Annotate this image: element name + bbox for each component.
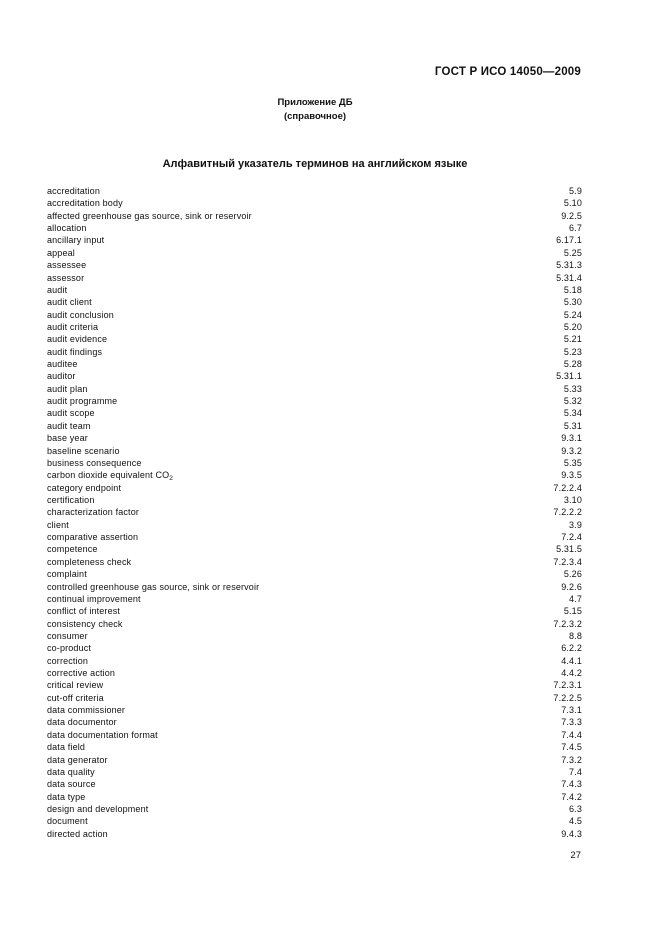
term-name: characterization factor xyxy=(47,507,139,518)
term-clause-ref: 5.35 xyxy=(563,457,582,468)
term-name: data generator xyxy=(47,754,108,765)
term-name: audit client xyxy=(47,297,92,308)
term-row xyxy=(47,457,582,469)
term-clause-ref: 8.8 xyxy=(569,630,582,641)
term-row xyxy=(47,445,582,457)
term-clause-ref: 6.17.1 xyxy=(556,235,582,246)
term-clause-ref: 5.31.5 xyxy=(556,544,582,555)
term-clause-ref: 5.34 xyxy=(563,408,582,419)
term-row xyxy=(47,272,582,284)
term-clause-ref: 3.9 xyxy=(569,519,582,530)
term-row xyxy=(47,655,582,667)
standard-designation: ГОСТ Р ИСО 14050—2009 xyxy=(434,66,581,78)
term-row xyxy=(47,642,582,654)
term-clause-ref: 9.3.2 xyxy=(561,445,582,456)
term-name: corrective action xyxy=(47,668,116,679)
term-name: audit plan xyxy=(47,383,88,394)
term-name: business consequence xyxy=(47,457,142,468)
term-row xyxy=(47,828,582,840)
term-row xyxy=(47,407,582,419)
term-row xyxy=(47,333,582,345)
term-clause-ref: 4.4.2 xyxy=(561,668,582,679)
term-clause-ref: 5.15 xyxy=(563,606,582,617)
term-name: affected greenhouse gas source, sink or reservoir xyxy=(47,210,252,221)
term-name: audit scope xyxy=(47,408,95,419)
term-row xyxy=(47,395,582,407)
term-name: category endpoint xyxy=(47,482,122,493)
term-name: auditee xyxy=(47,359,78,370)
term-name: consistency check xyxy=(47,618,123,629)
term-clause-ref: 5.31.3 xyxy=(556,260,582,271)
term-clause-ref: 5.31.4 xyxy=(556,272,582,283)
term-name: continual improvement xyxy=(47,593,141,604)
term-clause-ref: 9.2.5 xyxy=(561,210,582,221)
term-clause-ref: 4.7 xyxy=(569,593,582,604)
term-name: accreditation body xyxy=(47,198,123,209)
term-name: audit conclusion xyxy=(47,309,114,320)
term-name: consumer xyxy=(47,630,88,641)
term-subscript: 2 xyxy=(169,475,174,483)
term-row xyxy=(47,704,582,716)
term-row xyxy=(47,778,582,790)
term-name: correction xyxy=(47,655,89,666)
term-clause-ref: 7.2.2.4 xyxy=(553,482,582,493)
term-clause-ref: 6.3 xyxy=(569,803,582,814)
term-clause-ref: 7.3.3 xyxy=(561,717,582,728)
term-clause-ref: 6.7 xyxy=(569,223,582,234)
term-clause-ref: 5.18 xyxy=(563,284,582,295)
annex-type: (справочное) xyxy=(283,111,347,122)
term-row xyxy=(47,383,582,395)
annex-title: Приложение ДБ xyxy=(277,97,353,108)
term-row xyxy=(47,234,582,246)
term-name: audit criteria xyxy=(47,321,99,332)
term-name: complaint xyxy=(47,569,87,580)
term-name: assessee xyxy=(47,260,87,271)
term-clause-ref: 7.4.2 xyxy=(561,791,582,802)
term-clause-ref: 7.2.4 xyxy=(561,532,582,543)
term-name: certification xyxy=(47,494,95,505)
term-clause-ref: 7.2.3.4 xyxy=(553,556,582,567)
term-row xyxy=(47,247,582,259)
term-name: data type xyxy=(47,791,86,802)
term-name: audit team xyxy=(47,420,91,431)
term-name: comparative assertion xyxy=(47,532,139,543)
term-name: data source xyxy=(47,779,96,790)
term-row xyxy=(47,605,582,617)
term-name: critical review xyxy=(47,680,104,691)
term-name: directed action xyxy=(47,828,108,839)
term-name: base year xyxy=(47,433,88,444)
term-name: design and development xyxy=(47,803,149,814)
term-row xyxy=(47,791,582,803)
term-row xyxy=(47,259,582,271)
term-clause-ref: 7.4.3 xyxy=(561,779,582,790)
term-row xyxy=(47,346,582,358)
term-row xyxy=(47,370,582,382)
term-row xyxy=(47,284,582,296)
term-name: client xyxy=(47,519,69,530)
term-clause-ref: 7.2.2.5 xyxy=(553,692,582,703)
term-row xyxy=(47,803,582,815)
term-clause-ref: 9.4.3 xyxy=(561,828,582,839)
term-clause-ref: 5.24 xyxy=(563,309,582,320)
term-name: data field xyxy=(47,742,86,753)
term-clause-ref: 9.3.1 xyxy=(561,433,582,444)
term-name: accreditation xyxy=(47,186,100,196)
term-clause-ref: 9.2.6 xyxy=(561,581,582,592)
term-clause-ref: 5.31.1 xyxy=(556,371,582,382)
term-name: ancillary input xyxy=(47,235,105,246)
term-clause-ref: 5.32 xyxy=(563,396,582,407)
term-index-list xyxy=(47,185,582,840)
term-clause-ref: 4.5 xyxy=(569,816,582,827)
term-row xyxy=(47,531,582,543)
term-name: audit xyxy=(47,284,68,295)
term-name: co-product xyxy=(47,643,92,654)
term-clause-ref: 7.4 xyxy=(569,766,582,777)
term-name: appeal xyxy=(47,247,75,258)
page-number: 27 xyxy=(570,850,581,861)
term-row xyxy=(47,556,582,568)
term-name: data documentor xyxy=(47,717,117,728)
term-name: document xyxy=(47,816,88,827)
term-row xyxy=(47,210,582,222)
term-name: data documentation format xyxy=(47,729,158,740)
term-name: completeness check xyxy=(47,556,132,567)
term-name: conflict of interest xyxy=(47,606,121,617)
term-row xyxy=(47,494,582,506)
term-row xyxy=(47,741,582,753)
term-clause-ref: 4.4.1 xyxy=(561,655,582,666)
term-clause-ref: 5.21 xyxy=(563,334,582,345)
term-row xyxy=(47,321,582,333)
term-row xyxy=(47,581,582,593)
term-clause-ref: 5.9 xyxy=(569,186,582,196)
term-clause-ref: 7.3.2 xyxy=(561,754,582,765)
term-clause-ref: 5.20 xyxy=(563,321,582,332)
term-row xyxy=(47,432,582,444)
term-clause-ref: 3.10 xyxy=(563,494,582,505)
term-row xyxy=(47,716,582,728)
term-row xyxy=(47,296,582,308)
term-row xyxy=(47,519,582,531)
term-row xyxy=(47,568,582,580)
term-row xyxy=(47,420,582,432)
term-clause-ref: 7.4.4 xyxy=(561,729,582,740)
term-row xyxy=(47,692,582,704)
term-clause-ref: 5.23 xyxy=(563,346,582,357)
term-name: controlled greenhouse gas source, sink or reservoir xyxy=(47,581,260,592)
term-clause-ref: 5.30 xyxy=(563,297,582,308)
term-clause-ref: 5.33 xyxy=(563,383,582,394)
term-name: audit findings xyxy=(47,346,103,357)
term-name: data quality xyxy=(47,766,95,777)
term-name: carbon dioxide equivalent $CO_2$ xyxy=(47,470,174,483)
term-clause-ref: 5.28 xyxy=(563,359,582,370)
term-clause-ref: 7.3.1 xyxy=(561,705,582,716)
term-row xyxy=(47,185,582,197)
term-name: baseline scenario xyxy=(47,445,120,456)
term-clause-ref: 7.4.5 xyxy=(561,742,582,753)
term-name: audit evidence xyxy=(47,334,108,345)
index-title: Алфавитный указатель терминов на английском языке xyxy=(162,158,468,170)
term-row xyxy=(47,667,582,679)
term-clause-ref: 5.25 xyxy=(563,247,582,258)
term-row xyxy=(47,679,582,691)
annex-heading xyxy=(0,96,630,124)
term-row xyxy=(47,222,582,234)
term-clause-ref: 7.2.2.2 xyxy=(553,507,582,518)
term-name: competence xyxy=(47,544,98,555)
term-row xyxy=(47,469,582,481)
term-name: data commissioner xyxy=(47,705,126,716)
term-row xyxy=(47,593,582,605)
term-clause-ref: 5.31 xyxy=(563,420,582,431)
term-clause-ref: 7.2.3.1 xyxy=(553,680,582,691)
term-clause-ref: 9.3.5 xyxy=(561,470,582,481)
term-clause-ref: 7.2.3.2 xyxy=(553,618,582,629)
term-row xyxy=(47,482,582,494)
term-row xyxy=(47,618,582,630)
term-row xyxy=(47,197,582,209)
term-name: cut-off criteria xyxy=(47,692,104,703)
term-clause-ref: 5.26 xyxy=(563,569,582,580)
term-row xyxy=(47,358,582,370)
term-row xyxy=(47,815,582,827)
term-row xyxy=(47,543,582,555)
term-row xyxy=(47,766,582,778)
term-clause-ref: 5.10 xyxy=(563,198,582,209)
term-row xyxy=(47,630,582,642)
term-row xyxy=(47,729,582,741)
term-row xyxy=(47,309,582,321)
term-name: auditor xyxy=(47,371,76,382)
term-name: assessor xyxy=(47,272,85,283)
term-clause-ref: 6.2.2 xyxy=(561,643,582,654)
term-name: allocation xyxy=(47,223,87,234)
term-name: audit programme xyxy=(47,396,118,407)
term-row xyxy=(47,754,582,766)
term-row xyxy=(47,506,582,518)
